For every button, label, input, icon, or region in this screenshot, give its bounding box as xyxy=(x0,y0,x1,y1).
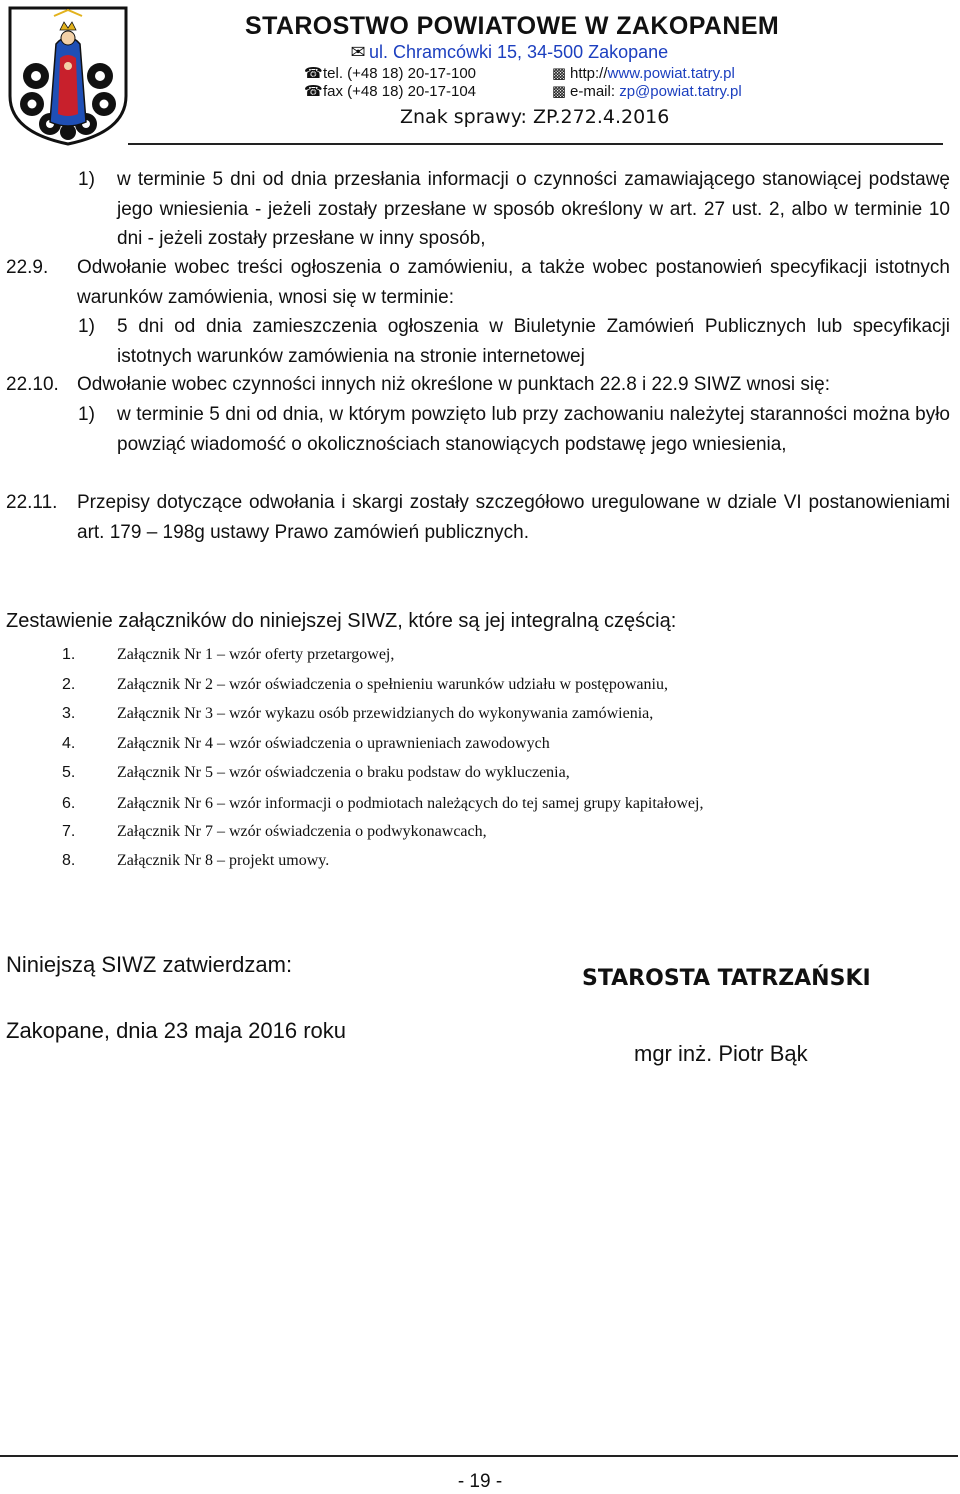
item-number: 1) xyxy=(78,404,95,425)
signatory-name: mgr inż. Piotr Bąk xyxy=(634,1041,808,1066)
list-item: Załącznik Nr 5 – wzór oświadczenia o braku podstaw do wykluczenia, xyxy=(117,764,570,781)
approval-text: Niniejszą SIWZ zatwierdzam: xyxy=(6,952,293,977)
section-number: 22.10. xyxy=(6,374,59,395)
paragraph: Przepisy dotyczące odwołania i skargi zostały szczegółowo uregulowane w dziale VI postanowieniami art. 179 – 198g ustawy Prawo zamówień publicznych. xyxy=(77,492,950,543)
email-link[interactable]: zp@powiat.tatry.pl xyxy=(619,83,742,100)
paragraph: Odwołanie wobec czynności innych niż określone w punktach 22.8 i 22.9 SIWZ wnosi się: xyxy=(77,374,830,395)
website-link[interactable]: www.powiat.tatry.pl xyxy=(607,65,735,82)
paragraph: 5 dni od dnia zamieszczenia ogłoszenia w Biuletynie Zamówień Publicznych lub specyfikacji istotnych warunków zamówienia na stronie internetowej xyxy=(117,316,950,367)
list-item: Załącznik Nr 7 – wzór oświadczenia o podwykonawcach, xyxy=(117,823,487,840)
address-line xyxy=(350,42,668,63)
tel-text: tel. (+48 18) 20-17-100 xyxy=(323,65,477,82)
list-number: 5. xyxy=(62,764,76,781)
list-item: Załącznik Nr 6 – wzór informacji o podmiotach należących do tej samej grupy kapitałowej, xyxy=(117,795,704,812)
list-number: 6. xyxy=(62,795,76,812)
section-number: 22.11. xyxy=(6,492,58,513)
page-number: - 19 - xyxy=(457,1471,503,1492)
item-number: 1) xyxy=(78,316,95,337)
tel-line xyxy=(304,64,476,82)
paragraph: w terminie 5 dni od dnia przesłania informacji o czynności zamawiającego stanowiącej podstawę jego wniesienia - jeżeli zostały przesłane w sposób określony w art. 27 ust. 2, albo w terminie 10 dni - jeżeli zostały przesłane w inny sposób, xyxy=(117,169,950,249)
computer-icon: ▩ xyxy=(551,83,567,100)
case-reference: Znak sprawy: ZP.272.4.2016 xyxy=(400,106,670,128)
header-divider xyxy=(128,143,943,145)
paragraph: w terminie 5 dni od dnia, w którym powzięto lub przy zachowaniu należytej staranności można było powziąć wiadomość o okolicznościach stanowiących podstawę jego wniesienia, xyxy=(117,404,950,455)
email-prefix: e-mail: xyxy=(570,83,620,100)
email-line xyxy=(551,82,742,100)
coat-of-arms-logo xyxy=(6,4,130,146)
item-number: 1) xyxy=(78,169,95,190)
section-number: 22.9. xyxy=(6,257,49,278)
list-number: 3. xyxy=(62,705,76,722)
address-text: ul. Chramcówki 15, 34-500 Zakopane xyxy=(369,42,669,62)
signatory-title: STAROSTA TATRZAŃSKI xyxy=(582,966,871,991)
office-name: STAROSTWO POWIATOWE W ZAKOPANEM xyxy=(245,12,780,40)
list-item: Załącznik Nr 2 – wzór oświadczenia o spełnieniu warunków udziału w postępowaniu, xyxy=(117,676,668,693)
computer-icon: ▩ xyxy=(551,65,567,82)
list-item: Załącznik Nr 8 – projekt umowy. xyxy=(117,852,330,869)
list-number: 4. xyxy=(62,735,76,752)
phone-icon: ☎ xyxy=(304,65,323,82)
list-number: 7. xyxy=(62,823,76,840)
fax-line xyxy=(304,82,476,100)
list-item: Załącznik Nr 3 – wzór wykazu osób przewidzianych do wykonywania zamówienia, xyxy=(117,705,654,722)
footer-divider xyxy=(0,1455,958,1457)
phone-icon: ☎ xyxy=(304,83,323,100)
place-date: Zakopane, dnia 23 maja 2016 roku xyxy=(6,1018,347,1043)
list-item: Załącznik Nr 4 – wzór oświadczenia o uprawnieniach zawodowych xyxy=(117,735,550,752)
list-number: 1. xyxy=(62,646,76,663)
attachments-heading: Zestawienie załączników do niniejszej SIWZ, które są jej integralną częścią: xyxy=(6,610,677,632)
envelope-icon: ✉ xyxy=(350,42,366,62)
list-item: Załącznik Nr 1 – wzór oferty przetargowej, xyxy=(117,646,395,663)
fax-text: fax (+48 18) 20-17-104 xyxy=(323,83,477,100)
web-prefix: http:// xyxy=(570,65,608,82)
list-number: 2. xyxy=(62,676,76,693)
list-number: 8. xyxy=(62,852,76,869)
web-line xyxy=(551,64,735,82)
paragraph: Odwołanie wobec treści ogłoszenia o zamówieniu, a także wobec postanowień specyfikacji istotnych warunków zamówienia, wnosi się w terminie: xyxy=(77,257,950,308)
